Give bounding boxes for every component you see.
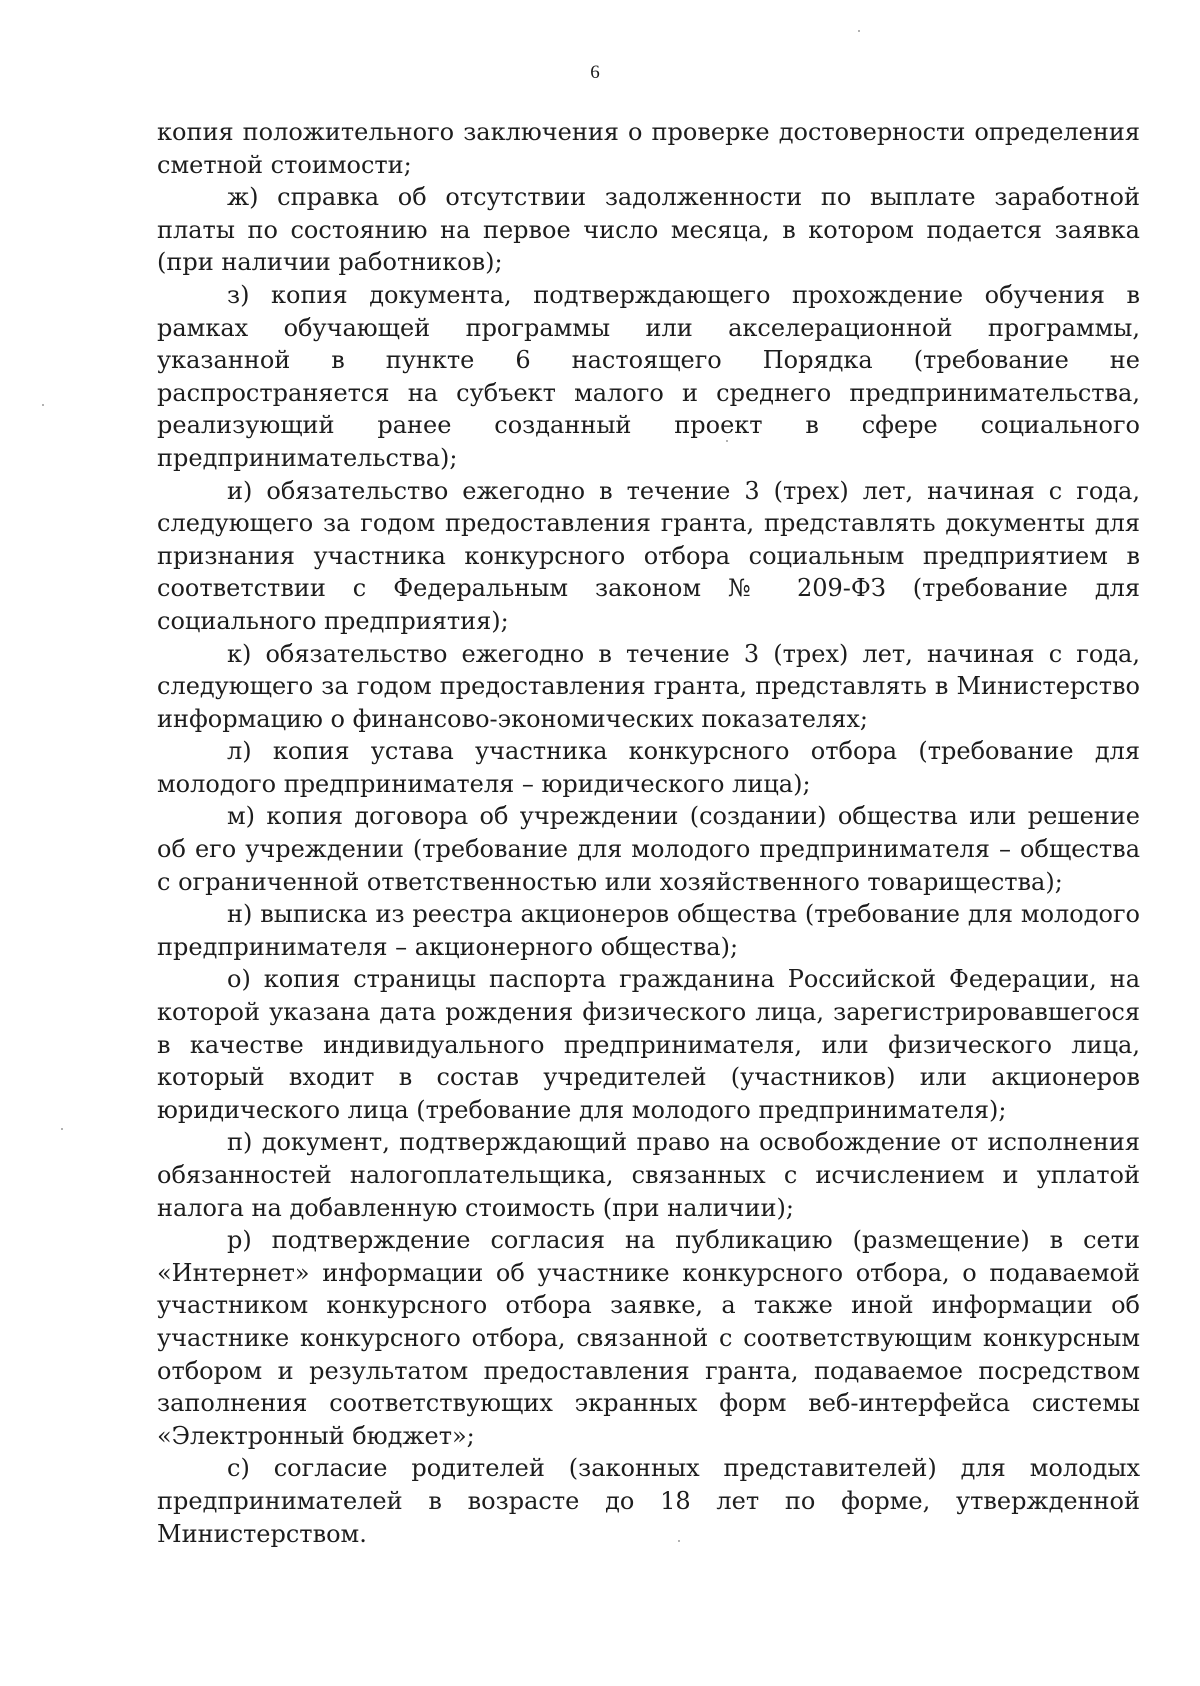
scan-speck xyxy=(678,1540,680,1542)
scan-speck xyxy=(42,404,44,406)
paragraph-item-n: н) выписка из реестра акционеров общества (требование для молодого предпринимателя – акционерного общества); xyxy=(157,900,1140,961)
paragraph-item-s: с) согласие родителей (законных представителей) для молодых предпринимателей в возрасте до 18 лет по форме, утвержденной Министерством. xyxy=(157,1454,1140,1548)
scan-speck xyxy=(61,1128,63,1130)
paragraph-item-l: л) копия устава участника конкурсного отбора (требование для молодого предпринимателя – юридического лица); xyxy=(157,737,1140,798)
scan-speck xyxy=(858,30,860,32)
paragraph-item-r: р) подтверждение согласия на публикацию (размещение) в сети «Интернет» информации об участнике конкурсного отбора, о подаваемой участником конкурсного отбора заявке, а также иной информации об участнике конкурсного отбора, связанной с соответствующим конкурсным отбором и результатом предоставления гранта, подаваемое посредством заполнения соответствующих экранных форм веб-интерфейса системы «Электронный бюджет»; xyxy=(157,1226,1140,1450)
paragraph-continuation: копия положительного заключения о проверке достоверности определения сметной стоимости; xyxy=(157,118,1140,179)
paragraph-item-p: п) документ, подтверждающий право на освобождение от исполнения обязанностей налогоплательщика, связанных с исчислением и уплатой налога на добавленную стоимость (при наличии); xyxy=(157,1128,1140,1222)
page-number: 6 xyxy=(590,62,600,83)
paragraph-item-i: и) обязательство ежегодно в течение 3 (трех) лет, начиная с года, следующего за годом предоставления гранта, представлять документы для признания участника конкурсного отбора социальным предприятием в соответствии с Федеральным законом № 209-ФЗ (требование для социального предприятия); xyxy=(157,476,1140,635)
paragraph-item-k: к) обязательство ежегодно в течение 3 (трех) лет, начиная с года, следующего за годом предоставления гранта, представлять в Министерство информацию о финансово-экономических показателях; xyxy=(157,639,1140,733)
paragraph-item-z: з) копия документа, подтверждающего прохождение обучения в рамках обучающей программы или акселерационной программы, указанной в пункте 6 настоящего Порядка (требование не распространяется на субъект малого и среднего предпринимательства, реализующий ранее созданный проект в сфере социального предпринимательства); xyxy=(157,280,1140,472)
paragraph-item-o: о) копия страницы паспорта гражданина Российской Федерации, на которой указана дата рождения физического лица, зарегистрировавшегося в качестве индивидуального предпринимателя, или физического лица, который входит в состав учредителей (участников) или акционеров юридического лица (требование для молодого предпринимателя); xyxy=(157,965,1140,1124)
scan-speck xyxy=(726,440,728,442)
paragraph-item-zh: ж) справка об отсутствии задолженности по выплате заработной платы по состоянию на первое число месяца, в котором подается заявка (при наличии работников); xyxy=(157,183,1140,277)
document-body xyxy=(157,116,1140,1550)
paragraph-item-m: м) копия договора об учреждении (создании) общества или решение об его учреждении (требование для молодого предпринимателя – общества с ограниченной ответственностью или хозяйственного товарищества); xyxy=(157,802,1140,896)
